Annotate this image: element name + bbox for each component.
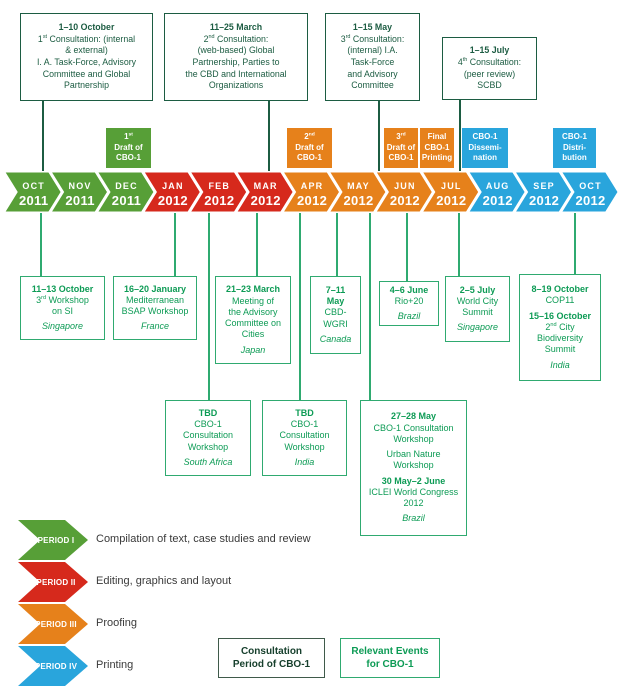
legend-period-chevron (18, 520, 90, 560)
year-label: 2012 (529, 193, 560, 208)
connector-line (256, 213, 258, 276)
year-label: 2011 (111, 193, 142, 208)
connector-line (378, 101, 380, 172)
year-label: 2012 (389, 193, 420, 208)
legend-period-chevron (18, 604, 90, 644)
connector-line (458, 213, 460, 276)
legend-period-label: PERIOD III (35, 620, 77, 629)
connector-line (369, 213, 371, 400)
year-label: 2011 (18, 193, 49, 208)
year-label: 2011 (65, 193, 95, 208)
draft-status-box: CBO-1 Distri- bution (553, 128, 596, 168)
connector-line (574, 213, 576, 274)
consultation-box: 1–15 May 3rd Consultation: (internal) I.A. Task-Force and Advisory Committee (325, 13, 420, 101)
month-label: MAR (253, 181, 278, 191)
event-box: 21–23 March Meeting of the Advisory Committee on Cities Japan (215, 276, 291, 364)
legend-period-chevron (18, 562, 90, 602)
draft-status-box: 3rd Draft of CBO-1 (384, 128, 418, 168)
draft-status-box: 1st Draft of CBO-1 (106, 128, 151, 168)
legend-period-label: PERIOD II (36, 578, 76, 587)
connector-line (174, 213, 176, 276)
connector-line (336, 213, 338, 276)
legend-description: Printing (96, 659, 134, 671)
year-label: 2012 (436, 193, 467, 208)
event-box: 4–6 June Rio+20 Brazil (379, 281, 439, 326)
year-label: 2012 (343, 193, 374, 208)
year-label: 2012 (575, 193, 606, 208)
draft-status-box: Final CBO-1 Printing (420, 128, 454, 168)
connector-line (40, 213, 42, 276)
connector-line (459, 100, 461, 172)
event-box: 27–28 May CBO-1 Consultation Workshop Urban Nature Workshop 30 May–2 June ICLEI World Congress 2012 Brazil (360, 400, 467, 536)
event-box: TBD CBO-1 Consultation Workshop South Africa (165, 400, 251, 476)
connector-line (268, 101, 270, 172)
event-box: 7–11 May CBD- WGRI Canada (310, 276, 361, 354)
month-label: OCT (22, 181, 46, 191)
legend-period-label: PERIOD I (37, 536, 75, 545)
month-label: NOV (68, 181, 92, 191)
draft-status-box: CBO-1 Dissemi- nation (462, 128, 508, 168)
year-label: 2012 (482, 193, 513, 208)
legend-box-relevant-events: Relevant Events for CBO-1 (340, 638, 440, 678)
draft-status-box: 2nd Draft of CBO-1 (287, 128, 332, 168)
legend-period-chevron (18, 646, 90, 686)
event-box: 16–20 January Mediterranean BSAP Workshop France (113, 276, 197, 340)
connector-line (42, 101, 44, 172)
month-label: OCT (579, 181, 602, 191)
month-label: JUL (440, 181, 462, 191)
month-label: FEB (208, 181, 231, 191)
connector-line (208, 213, 210, 400)
consultation-box: 1–15 July 4th Consultation: (peer review) SCBD (442, 37, 537, 100)
year-label: 2012 (297, 193, 328, 208)
month-label: AUG (485, 181, 510, 191)
event-box: TBD CBO-1 Consultation Workshop India (262, 400, 347, 476)
year-label: 2012 (250, 193, 281, 208)
consultation-box: 11–25 March 2nd Consultation: (web-based) Global Partnership, Parties to the CBD and International Organizations (164, 13, 308, 101)
legend-description: Compilation of text, case studies and review (96, 533, 311, 545)
month-label: SEP (533, 181, 555, 191)
event-box: 8–19 October COP11 15–16 October 2nd City Biodiversity Summit India (519, 274, 601, 381)
year-label: 2012 (157, 193, 188, 208)
month-label: DEC (115, 181, 138, 191)
month-label: APR (300, 181, 324, 191)
timeline-chevrons (0, 171, 620, 213)
month-label: JUN (394, 181, 416, 191)
month-label: MAY (347, 181, 370, 191)
legend-description: Editing, graphics and layout (96, 575, 232, 587)
legend-description: Proofing (96, 617, 137, 629)
year-label: 2012 (204, 193, 235, 208)
legend-period-label: PERIOD IV (34, 662, 78, 671)
connector-line (299, 213, 301, 400)
event-box: 2–5 July World City Summit Singapore (445, 276, 510, 342)
month-label: JAN (162, 181, 184, 191)
connector-line (406, 213, 408, 281)
event-box: 11–13 October 3rd Workshop on SI Singapore (20, 276, 105, 340)
legend-box-consultation-period: Consultation Period of CBO-1 (218, 638, 325, 678)
consultation-box: 1–10 October 1st Consultation: (internal & external) I. A. Task-Force, Advisory Committee and Global Partnership (20, 13, 153, 101)
